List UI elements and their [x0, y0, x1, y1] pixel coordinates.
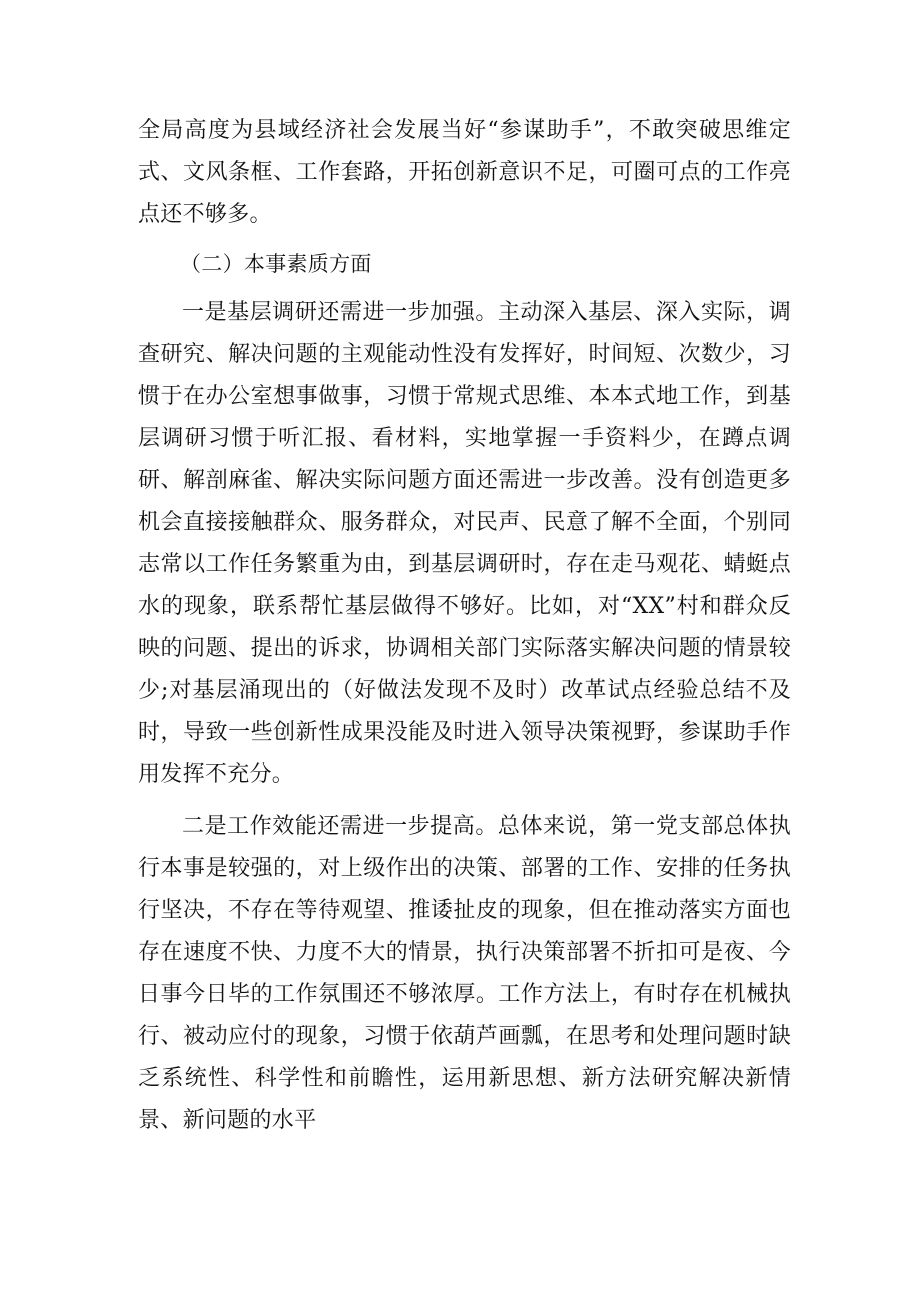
- section-heading: （二）本事素质方面: [180, 252, 372, 276]
- document-page: [138, 110, 791, 1142]
- body-paragraph: 二是工作效能还需进一步提高。总体来说，第一党支部总体执行本事是较强的，对上级作出的决策、部署的工作、安排的任务执行坚决，不存在等待观望、推诿扯皮的现象，但在推动落实方面也存在速度不快、力度不大的情景，执行决策部署不折扣可是夜、今日事今日毕的工作氛围还不够浓厚。工作方法上，有时存在机械执行、被动应付的现象，习惯于依葫芦画瓢，在思考和处理问题时缺乏系统性、科学性和前瞻性，运用新思想、新方法研究解决新情景、新问题的水平: [138, 814, 791, 1133]
- body-paragraph: 一是基层调研还需进一步加强。主动深入基层、深入实际，调查研究、解决问题的主观能动性没有发挥好，时间短、次数少，习惯于在办公室想事做事，习惯于常规式思维、本本式地工作，到基层调研习惯于听汇报、看材料，实地掌握一手资料少，在蹲点调研、解剖麻雀、解决实际问题方面还需进一步改善。没有创造更多机会直接接触群众、服务群众，对民声、民意了解不全面，个别同志常以工作任务繁重为由，到基层调研时，存在走马观花、蜻蜓点水的现象，联系帮忙基层做得不够好。比如，对“XX”村和群众反映的问题、提出的诉求，协调相关部门实际落实解决问题的情景较少;对基层涌现出的（好做法发现不及时）改革试点经验总结不及时，导致一些创新性成果没能及时进入领导决策视野，参谋助手作用发挥不充分。: [138, 300, 791, 787]
- body-paragraph: 全局高度为县域经济社会发展当好“参谋助手”，不敢突破思维定式、文风条框、工作套路，开拓创新意识不足，可圈可点的工作亮点还不够多。: [138, 118, 791, 227]
